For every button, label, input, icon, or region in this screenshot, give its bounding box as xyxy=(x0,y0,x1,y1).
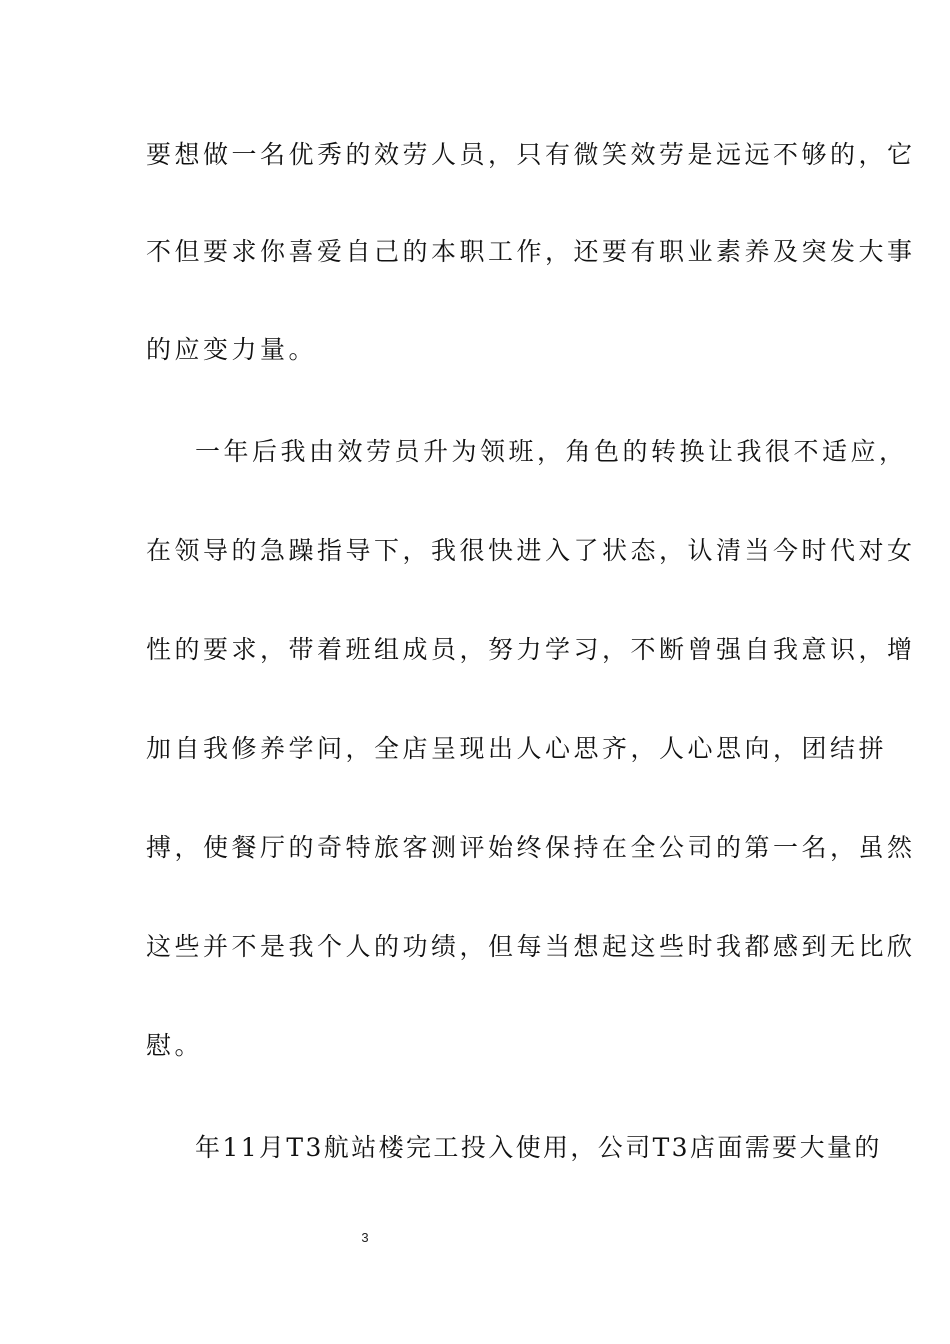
text-line-8: 搏，使餐厅的奇特旅客测评始终保持在全公司的第一名，虽然 xyxy=(146,833,916,862)
text-line-3: 的应变力量。 xyxy=(146,335,318,364)
text-line-1: 要想做一名优秀的效劳人员，只有微笑效劳是远远不够的，它 xyxy=(146,140,916,169)
page-number: 3 xyxy=(361,1230,369,1245)
text-line-7: 加自我修养学问，全店呈现出人心思齐，人心思向，团结拼 xyxy=(146,734,888,763)
text-line-9: 这些并不是我个人的功绩，但每当想起这些时我都感到无比欣 xyxy=(146,932,916,961)
text-line-10: 慰。 xyxy=(146,1031,204,1060)
text-line-4: 一年后我由效劳员升为领班，角色的转换让我很不适应， xyxy=(195,437,908,466)
text-line-11: 年11月T3航站楼完工投入使用，公司T3店面需要大量的 xyxy=(195,1133,882,1162)
text-line-5: 在领导的急躁指导下，我很快进入了状态，认清当今时代对女 xyxy=(146,536,916,565)
text-line-6: 性的要求，带着班组成员，努力学习，不断曾强自我意识，增 xyxy=(146,635,916,664)
text-line-2: 不但要求你喜爱自己的本职工作，还要有职业素养及突发大事 xyxy=(146,237,916,266)
